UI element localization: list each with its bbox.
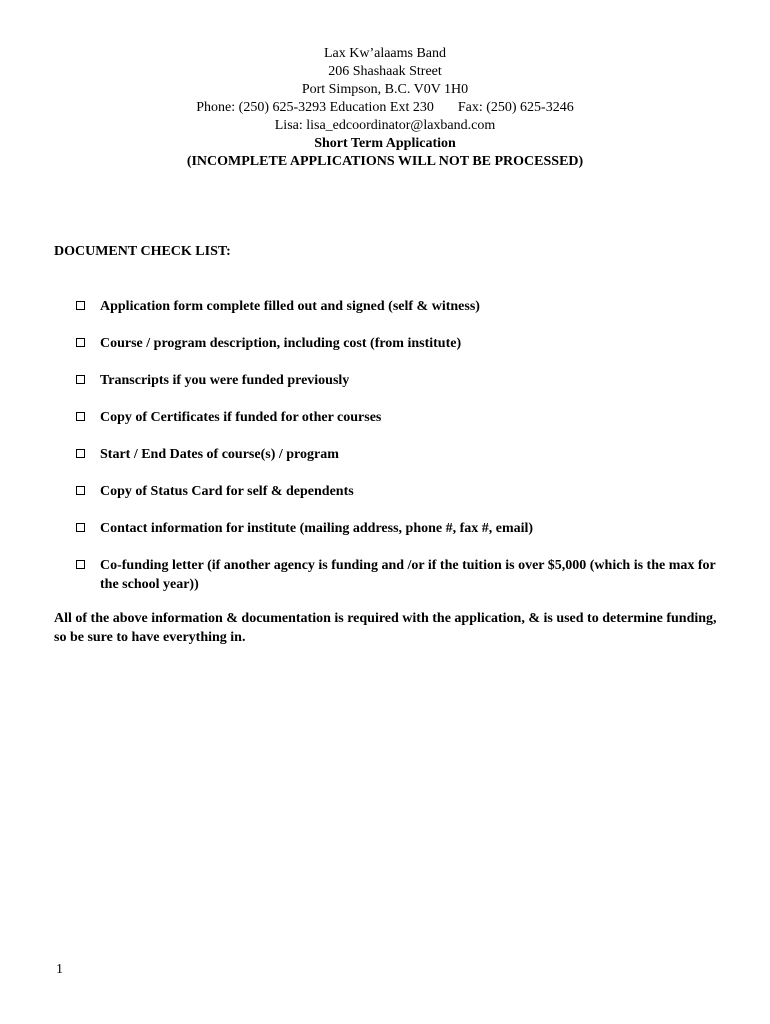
checklist-item <box>76 408 726 427</box>
fax-number: Fax: (250) 625-3246 <box>457 100 574 115</box>
checkbox[interactable] <box>76 560 85 569</box>
checklist-item-label: Copy of Certificates if funded for other courses <box>100 410 382 425</box>
contact-email: Lisa: lisa_edcoordinator@laxband.com <box>274 118 496 133</box>
checklist-item <box>76 334 726 353</box>
checklist-item <box>76 482 726 501</box>
checkbox[interactable] <box>76 301 85 310</box>
page-number: 1 <box>56 962 63 977</box>
checklist-item-label: Start / End Dates of course(s) / program <box>100 447 339 462</box>
document-checklist <box>76 297 726 612</box>
letterhead <box>0 45 770 171</box>
checklist-item <box>76 556 726 594</box>
checklist-item-label: Application form complete filled out and signed (self & witness) <box>100 299 480 314</box>
checkbox[interactable] <box>76 486 85 495</box>
checklist-item <box>76 371 726 390</box>
incomplete-warning: (INCOMPLETE APPLICATIONS WILL NOT BE PROCESSED) <box>186 154 584 169</box>
checklist-item-label: Contact information for institute (mailing address, phone #, fax #, email) <box>100 521 534 536</box>
checklist-item-label: Course / program description, including cost (from institute) <box>100 336 462 351</box>
requirements-note: All of the above information & documentation is required with the application, & is used to determine funding, so be sure to have everything in. <box>54 611 717 645</box>
form-title: Short Term Application <box>314 136 456 151</box>
checkbox[interactable] <box>76 375 85 384</box>
phone-number: Phone: (250) 625-3293 Education Ext 230 <box>196 100 434 115</box>
city-address: Port Simpson, B.C. V0V 1H0 <box>301 82 469 97</box>
checklist-title: DOCUMENT CHECK LIST: <box>54 244 231 259</box>
checkbox[interactable] <box>76 412 85 421</box>
checkbox[interactable] <box>76 338 85 347</box>
checklist-item <box>76 297 726 316</box>
checklist-item-label: Copy of Status Card for self & dependents <box>100 484 354 499</box>
checklist-item <box>76 445 726 464</box>
street-address: 206 Shashaak Street <box>328 64 442 79</box>
checklist-item <box>76 519 726 538</box>
phone-fax-line <box>0 99 770 117</box>
org-name: Lax Kw’alaams Band <box>323 46 447 61</box>
checkbox[interactable] <box>76 449 85 458</box>
checklist-item-label: Co-funding letter (if another agency is funding and /or if the tuition is over $5,000 (which is the max for the school year)) <box>100 558 716 592</box>
checklist-item-label: Transcripts if you were funded previously <box>100 373 350 388</box>
checkbox[interactable] <box>76 523 85 532</box>
